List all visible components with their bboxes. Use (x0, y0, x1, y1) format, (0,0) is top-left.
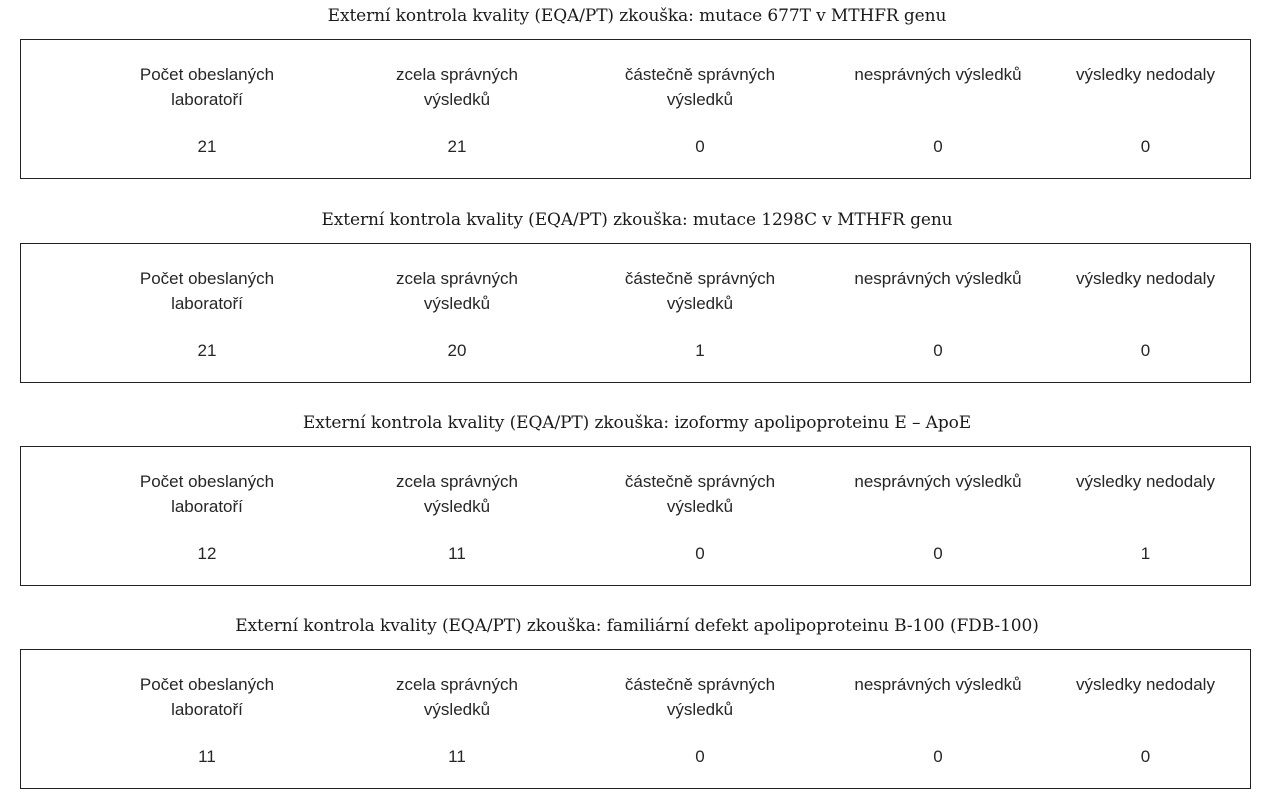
section-title: Externí kontrola kvality (EQA/PT) zkouška: mutace 677T v MTHFR genu (327, 6, 947, 26)
header-not-submitted: výsledky nedodaly (1076, 65, 1215, 84)
value-labs-sent: 11 (198, 747, 216, 766)
header-labs-sent: Počet obeslaných laboratoří (139, 472, 275, 516)
header-fully-correct: zcela správných výsledků (396, 65, 518, 109)
value-fully-correct: 21 (447, 137, 467, 156)
header-partially-correct: částečně správných výsledků (624, 472, 776, 516)
value-not-submitted: 0 (1140, 341, 1151, 360)
value-incorrect: 0 (933, 137, 943, 156)
results-table (20, 446, 1251, 586)
header-fully-correct: zcela správných výsledků (396, 472, 518, 516)
value-incorrect: 0 (933, 747, 943, 766)
value-partially-correct: 0 (695, 544, 705, 563)
header-labs-sent: Počet obeslaných laboratoří (139, 675, 275, 719)
value-partially-correct: 1 (695, 341, 705, 360)
value-fully-correct: 11 (448, 747, 466, 766)
header-partially-correct: částečně správných výsledků (624, 269, 776, 313)
results-table (20, 649, 1251, 789)
header-partially-correct: částečně správných výsledků (624, 65, 776, 109)
value-partially-correct: 0 (695, 137, 705, 156)
header-not-submitted: výsledky nedodaly (1076, 472, 1215, 491)
value-fully-correct: 20 (447, 341, 467, 360)
value-incorrect: 0 (933, 544, 943, 563)
value-not-submitted: 0 (1140, 137, 1151, 156)
value-partially-correct: 0 (695, 747, 705, 766)
header-incorrect: nesprávných výsledků (854, 675, 1022, 694)
value-labs-sent: 12 (197, 544, 217, 563)
header-partially-correct: částečně správných výsledků (624, 675, 776, 719)
section-title: Externí kontrola kvality (EQA/PT) zkouška: familiární defekt apolipoproteinu B-100 (FDB-100) (235, 616, 1039, 636)
header-incorrect: nesprávných výsledků (854, 65, 1022, 84)
header-labs-sent: Počet obeslaných laboratoří (139, 65, 275, 109)
header-not-submitted: výsledky nedodaly (1076, 269, 1215, 288)
header-incorrect: nesprávných výsledků (854, 269, 1022, 288)
value-labs-sent: 21 (197, 137, 217, 156)
value-incorrect: 0 (933, 341, 943, 360)
value-not-submitted: 0 (1140, 747, 1151, 766)
value-labs-sent: 21 (197, 341, 217, 360)
section-title: Externí kontrola kvality (EQA/PT) zkouška: izoformy apolipoproteinu E – ApoE (302, 413, 972, 433)
header-fully-correct: zcela správných výsledků (396, 269, 518, 313)
results-table (20, 39, 1251, 179)
section-title: Externí kontrola kvality (EQA/PT) zkouška: mutace 1298C v MTHFR genu (321, 210, 953, 230)
value-not-submitted: 1 (1140, 544, 1151, 563)
header-not-submitted: výsledky nedodaly (1076, 675, 1215, 694)
header-labs-sent: Počet obeslaných laboratoří (139, 269, 275, 313)
header-incorrect: nesprávných výsledků (854, 472, 1022, 491)
results-table (20, 243, 1251, 383)
value-fully-correct: 11 (448, 544, 466, 563)
header-fully-correct: zcela správných výsledků (396, 675, 518, 719)
